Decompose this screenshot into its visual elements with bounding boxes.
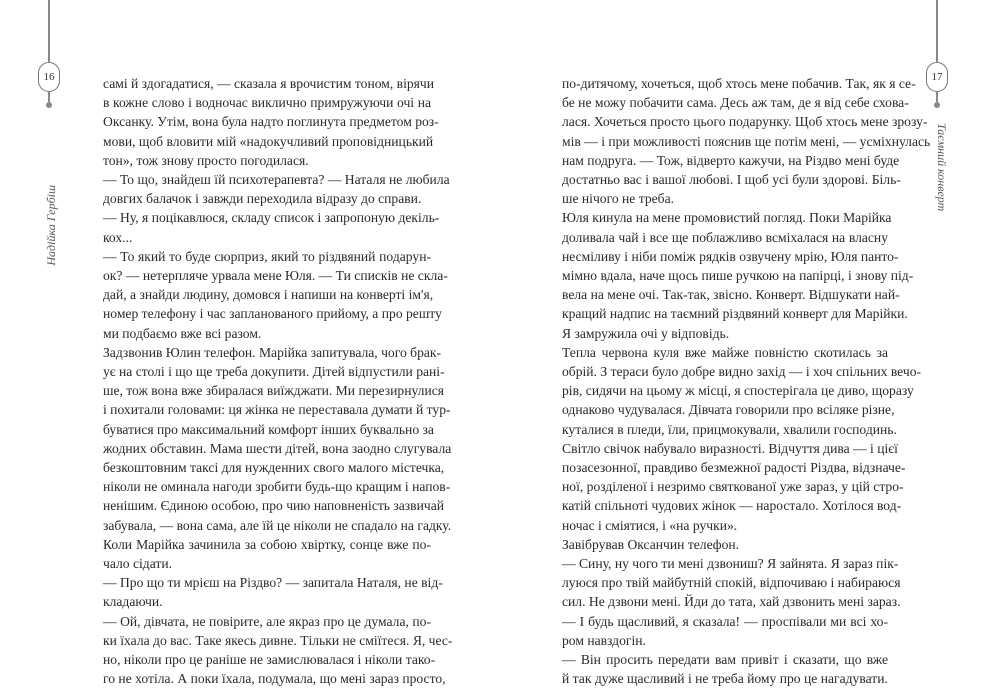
text-line: позасезонної, правдиво безмежної радості Різдва, відзначе- (562, 460, 906, 476)
text-line: Коли Марійка зачинила за собою хвіртку, сонце вже по- (103, 536, 431, 552)
text-line: несміливу і ніби поміж рядків озвучену мрію, Юля панто- (562, 248, 899, 264)
text-line: нам подруга. — Тож, відверто кажучи, на Різдво мені буде (562, 152, 900, 168)
text-line: самі й здогадатися, — сказала я врочистим тоном, вірячи (103, 76, 435, 91)
text-line: буватися про максимальний комфорт інших буквально за (103, 421, 434, 437)
text-line: ночас і сміятися, і «на ручки». (562, 517, 738, 533)
text-line: кладаючи. (103, 594, 163, 610)
text-line: — Про що ти мрієш на Різдво? — запитала Наталя, не від- (103, 575, 443, 591)
left-page (0, 0, 495, 687)
text-line: вела на мене очі. Так-так, звісно. Конверт. Відшукати най- (562, 287, 900, 303)
ornament-tail (48, 92, 50, 102)
ornament-dot (934, 102, 940, 108)
right-page (495, 0, 991, 687)
text-line: — І будь щасливий, я сказала! — проспівали ми всі хо- (562, 613, 888, 629)
text-line: кращий надпис на таємний різдвяний конверт для Марійки. (562, 306, 908, 322)
text-line: дай, а знайди людину, домовся і напиши на конверті ім'я, (103, 287, 434, 303)
text-line: мови, щоб вловити мій «надокучливий проповідницький (103, 133, 434, 149)
text-line: го не хотіла. А поки їхала, подумала, що мені зараз просто, (103, 671, 446, 687)
text-line: кох... (103, 229, 133, 245)
text-line: безкоштовним таксі для нужденних свого малого містечка, (103, 460, 445, 476)
text-line: номер телефону і час запланованого прийому, а про решту (103, 306, 442, 322)
text-line: доливала чай і все ще поблажливо всміхалася на власну (562, 229, 888, 245)
text-line: ше, тож вона вже збиралася виїжджати. Ми перезирнулися (103, 383, 445, 399)
ornament-stem (48, 0, 50, 62)
text-line: ніколи не оминала нагоди зробити будь-що кращим і напов- (103, 479, 451, 495)
text-line: ки їхала до вас. Таке якесь дивне. Тільки не сміїтеся. Я, чес- (103, 632, 453, 648)
text-line: ненішим. Єдиною особою, про чию наповненість зазвичай (103, 498, 445, 514)
text-line: по-дитячому, хочеться, щоб хтось мене побачив. Так, як я се- (562, 76, 916, 91)
text-line: жодних обставин. Мама шести дітей, вона заодно слугувала (103, 440, 452, 456)
text-line: чало сідати. (103, 556, 172, 572)
text-line: Задзвонив Юлин телефон. Марійка запитувала, чого брак- (103, 344, 442, 360)
running-head-title: Таємний конверт (935, 123, 949, 212)
text-line: мів — і при можливості пояснив ще потім мені, — усміхнулась (562, 133, 931, 149)
ornament-stem (936, 0, 938, 62)
text-line: Я замружила очі у відповідь. (562, 325, 730, 341)
text-line: рів, сидячи на цьому ж місці, я спостерігала це диво, щоразу (562, 383, 914, 399)
text-line: в кожне слово і водночас виклично примружуючи очі на (103, 95, 431, 111)
text-line: сил. Не дзвони мені. Йди до тата, хай дзвонить мені зараз. (562, 594, 901, 610)
text-line: однаково чудувалася. Дівчата говорили про всілякe різне, (562, 402, 895, 418)
running-head-author: Надійка Гербіш (44, 185, 58, 266)
text-line: — Він просить передати вам привіт і сказати, що вже (562, 652, 888, 668)
text-line: обрій. З тераси було добре видно захід — і хоч спільних вечо- (562, 364, 922, 380)
page-number-ornament (926, 0, 948, 118)
text-line: достатньо вас і вашої любові. І щоб усі були здорові. Біль- (562, 172, 901, 188)
body-text (562, 74, 931, 689)
text-line: — Ой, дівчата, не повірите, але якраз про це думала, по- (103, 613, 431, 629)
body-text (103, 74, 453, 689)
text-line: ше нічого не треба. (562, 191, 675, 207)
text-line: ром навздогін. (562, 632, 646, 648)
text-line: й так дуже щасливий і не треба йому про це нагадувати. (562, 671, 888, 687)
text-line: — То який то буде сюрприз, який то різдвяний подарун- (103, 248, 431, 264)
text-line: — Сину, ну чого ти мені дзвониш? Я зайнята. Я зараз пік- (562, 556, 899, 572)
text-line: бе не можу побачити сама. Десь аж там, де я від себе схова- (562, 95, 909, 111)
text-line: — Ну, я поцікавлюся, складу список і запропоную декіль- (103, 210, 440, 226)
text-line: Тепла червона куля вже майже повністю скотилась за (562, 344, 888, 360)
text-line: Юля кинула на мене промовистий погляд. Поки Марійка (562, 210, 892, 226)
text-line: ує на столі і що ще треба докупити. Дітей відпустили рані- (103, 364, 445, 380)
ornament-tail (936, 92, 938, 102)
text-line: забувала, — вона сама, але їй це ніколи не спадало на гадку. (103, 517, 452, 533)
text-line: ми подбаємо вже всі разом. (103, 325, 262, 341)
text-line: Оксанку. Утім, вона була надто поглинута предметом роз- (103, 114, 439, 130)
text-line: мімно вдала, наче щось пише ручкою на папірці, і знову під- (562, 268, 914, 284)
text-line: луюся про твій майбутній спокій, відпочиваю і набираюся (562, 575, 901, 591)
page-number: 16 (38, 62, 60, 92)
text-line: катій спільноті чудових жінок — наростало. Хотілося вод- (562, 498, 902, 514)
text-line: тон», тож знову просто погодилася. (103, 152, 309, 168)
text-line: і похитали головами: ця жінка не переставала думати й тур- (103, 402, 451, 418)
text-line: ної, розділеної і незримо святкованої уже зараз, у цій стро- (562, 479, 904, 495)
text-line: лася. Хочеться просто цього подарунку. Щоб хтось мене зрозу- (562, 114, 928, 130)
ornament-dot (46, 102, 52, 108)
text-line: Світло свічок набувало виразності. Відчуття дива — і цієї (562, 440, 898, 456)
page-number: 17 (926, 62, 948, 92)
text-line: Завібрував Оксанчин телефон. (562, 536, 740, 552)
text-line: довгих балачок і завжди переходила відразу до справи. (103, 191, 422, 207)
page-number-ornament (38, 0, 60, 118)
text-line: — То що, знайдеш їй психотерапевта? — Наталя не любила (103, 172, 450, 188)
text-line: но, ніколи про це раніше не замислювалася і ніколи тако- (103, 652, 436, 668)
text-line: куталися в пледи, їли, прицмокували, хвалили господинь. (562, 421, 897, 437)
text-line: ок? — нетерпляче урвала мене Юля. — Ти списків не скла- (103, 268, 448, 284)
